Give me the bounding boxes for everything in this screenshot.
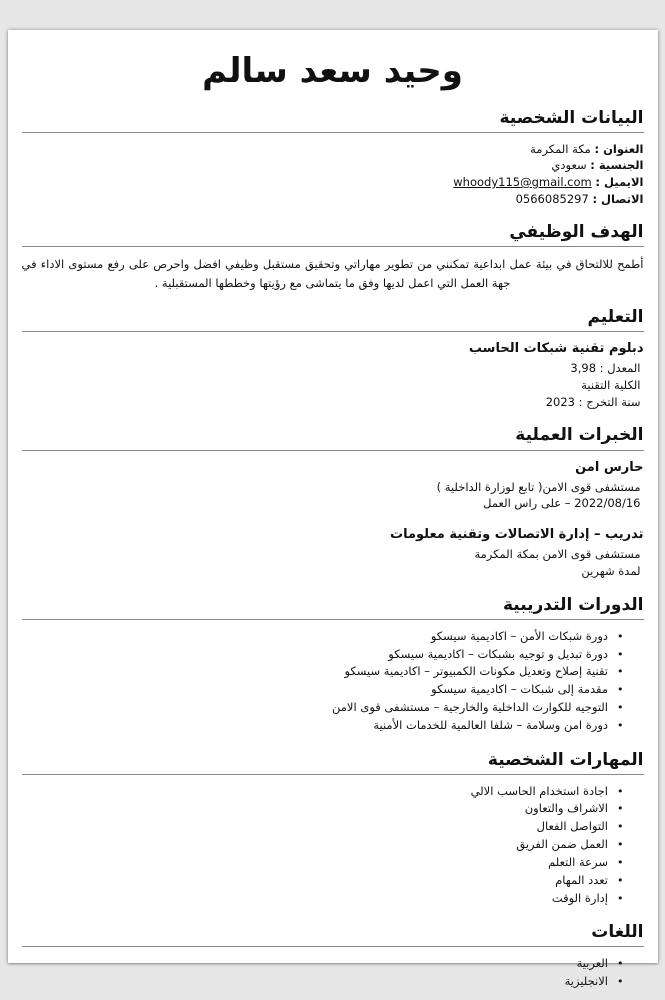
section-title-experience: الخبرات العملية	[515, 425, 644, 446]
section-title-languages: اللغات	[591, 922, 644, 943]
field-address-value: مكة المكرمة	[530, 141, 591, 156]
job-employer: مستشفى قوى الامن( تابع لوزارة الداخلية )	[436, 479, 641, 494]
skill-item: • العمل ضمن الفريق	[22, 836, 644, 854]
section-title-objective: الهدف الوظيفي	[509, 222, 644, 243]
section-divider	[22, 619, 644, 620]
section-title-courses: الدورات التدريبية	[502, 594, 644, 615]
section-divider	[22, 450, 644, 451]
objective-text: أطمح للالتحاق في بيئة عمل ابداعية تمكنني من تطوير مهاراتي وتحقيق مستقبل وظيفي افضل واحرص على رفع مستوى الاداء في جهة العمل التي اعمل لديها وفق ما يتماشى مع رؤيتها وخططها المستقبلية .	[21, 257, 644, 290]
section-title-education: التعليم	[587, 307, 644, 328]
skill-item: • اجادة استخدام الحاسب الالي	[22, 783, 644, 801]
job-role: حارس امن	[575, 459, 644, 475]
section-divider	[22, 132, 644, 133]
experience-entry-security-guard	[22, 459, 644, 513]
email-link[interactable]: whoody115@gmail.com	[453, 174, 592, 189]
field-email	[22, 174, 644, 191]
language-item: • العربية	[22, 955, 644, 973]
education-gpa: المعدل : 3,98	[570, 361, 641, 376]
skill-item: • تعدد المهام	[22, 872, 644, 890]
skill-item: • التواصل الفعال	[22, 818, 644, 836]
job-period: 2022/08/16 – على راس العمل	[483, 496, 641, 511]
field-address-label: العنوان :	[594, 141, 644, 156]
field-email-label: الايميل :	[595, 174, 644, 189]
education-degree: دبلوم تقنية شبكات الحاسب	[468, 341, 644, 357]
language-item: • الانجليزية	[22, 973, 644, 991]
courses-list	[22, 628, 644, 735]
section-divider	[22, 246, 644, 247]
field-phone-label: الاتصال :	[592, 191, 644, 206]
resume-name: وحيد سعد سالم	[202, 51, 463, 91]
education-entry	[22, 340, 644, 410]
skill-item: • إدارة الوقت	[22, 890, 644, 908]
course-item: • مقدمة إلى شبكات – اكاديمية سيسكو	[22, 681, 644, 699]
personal-data-fields	[22, 141, 644, 208]
education-college: الكلية التقنية	[581, 378, 641, 393]
course-item: • دورة تبديل و توجيه بشبكات – اكاديمية سيسكو	[22, 646, 644, 664]
section-divider	[22, 946, 644, 947]
job-period: لمدة شهرين	[581, 563, 641, 578]
section-divider	[22, 774, 644, 775]
course-item: • دورة امن وسلامة – شلفا العالمية للخدمات الأمنية	[22, 717, 644, 735]
resume-page	[8, 30, 658, 989]
education-grad-year: سنة التخرج : 2023	[545, 394, 641, 409]
languages-list	[22, 955, 644, 991]
job-employer: مستشفى قوى الامن بمكة المكرمة	[474, 547, 641, 562]
course-item: • دورة شبكات الأمن – اكاديمية سيسكو	[22, 628, 644, 646]
job-role: تدريب – إدارة الاتصالات وتقنية معلومات	[390, 527, 644, 543]
experience-entry-training	[22, 526, 644, 580]
skill-item: • الاشراف والتعاون	[22, 800, 644, 818]
skills-list	[22, 783, 644, 908]
section-title-skills: المهارات الشخصية	[487, 749, 644, 770]
section-title-personal-data: البيانات الشخصية	[499, 107, 644, 128]
field-address	[22, 141, 644, 158]
course-item: • تقنية إصلاح وتعديل مكونات الكمبيوتر – اكاديمية سيسكو	[22, 663, 644, 681]
field-nationality-label: الجنسية :	[590, 158, 644, 173]
field-phone	[22, 191, 644, 208]
field-phone-value: 0566085297	[515, 191, 589, 206]
field-nationality	[22, 157, 644, 174]
field-nationality-value: سعودي	[551, 158, 587, 173]
course-item: • التوجيه للكوارث الداخلية والخارجية – مستشفى قوى الامن	[22, 699, 644, 717]
section-divider	[22, 331, 644, 332]
skill-item: • سرعة التعلم	[22, 854, 644, 872]
